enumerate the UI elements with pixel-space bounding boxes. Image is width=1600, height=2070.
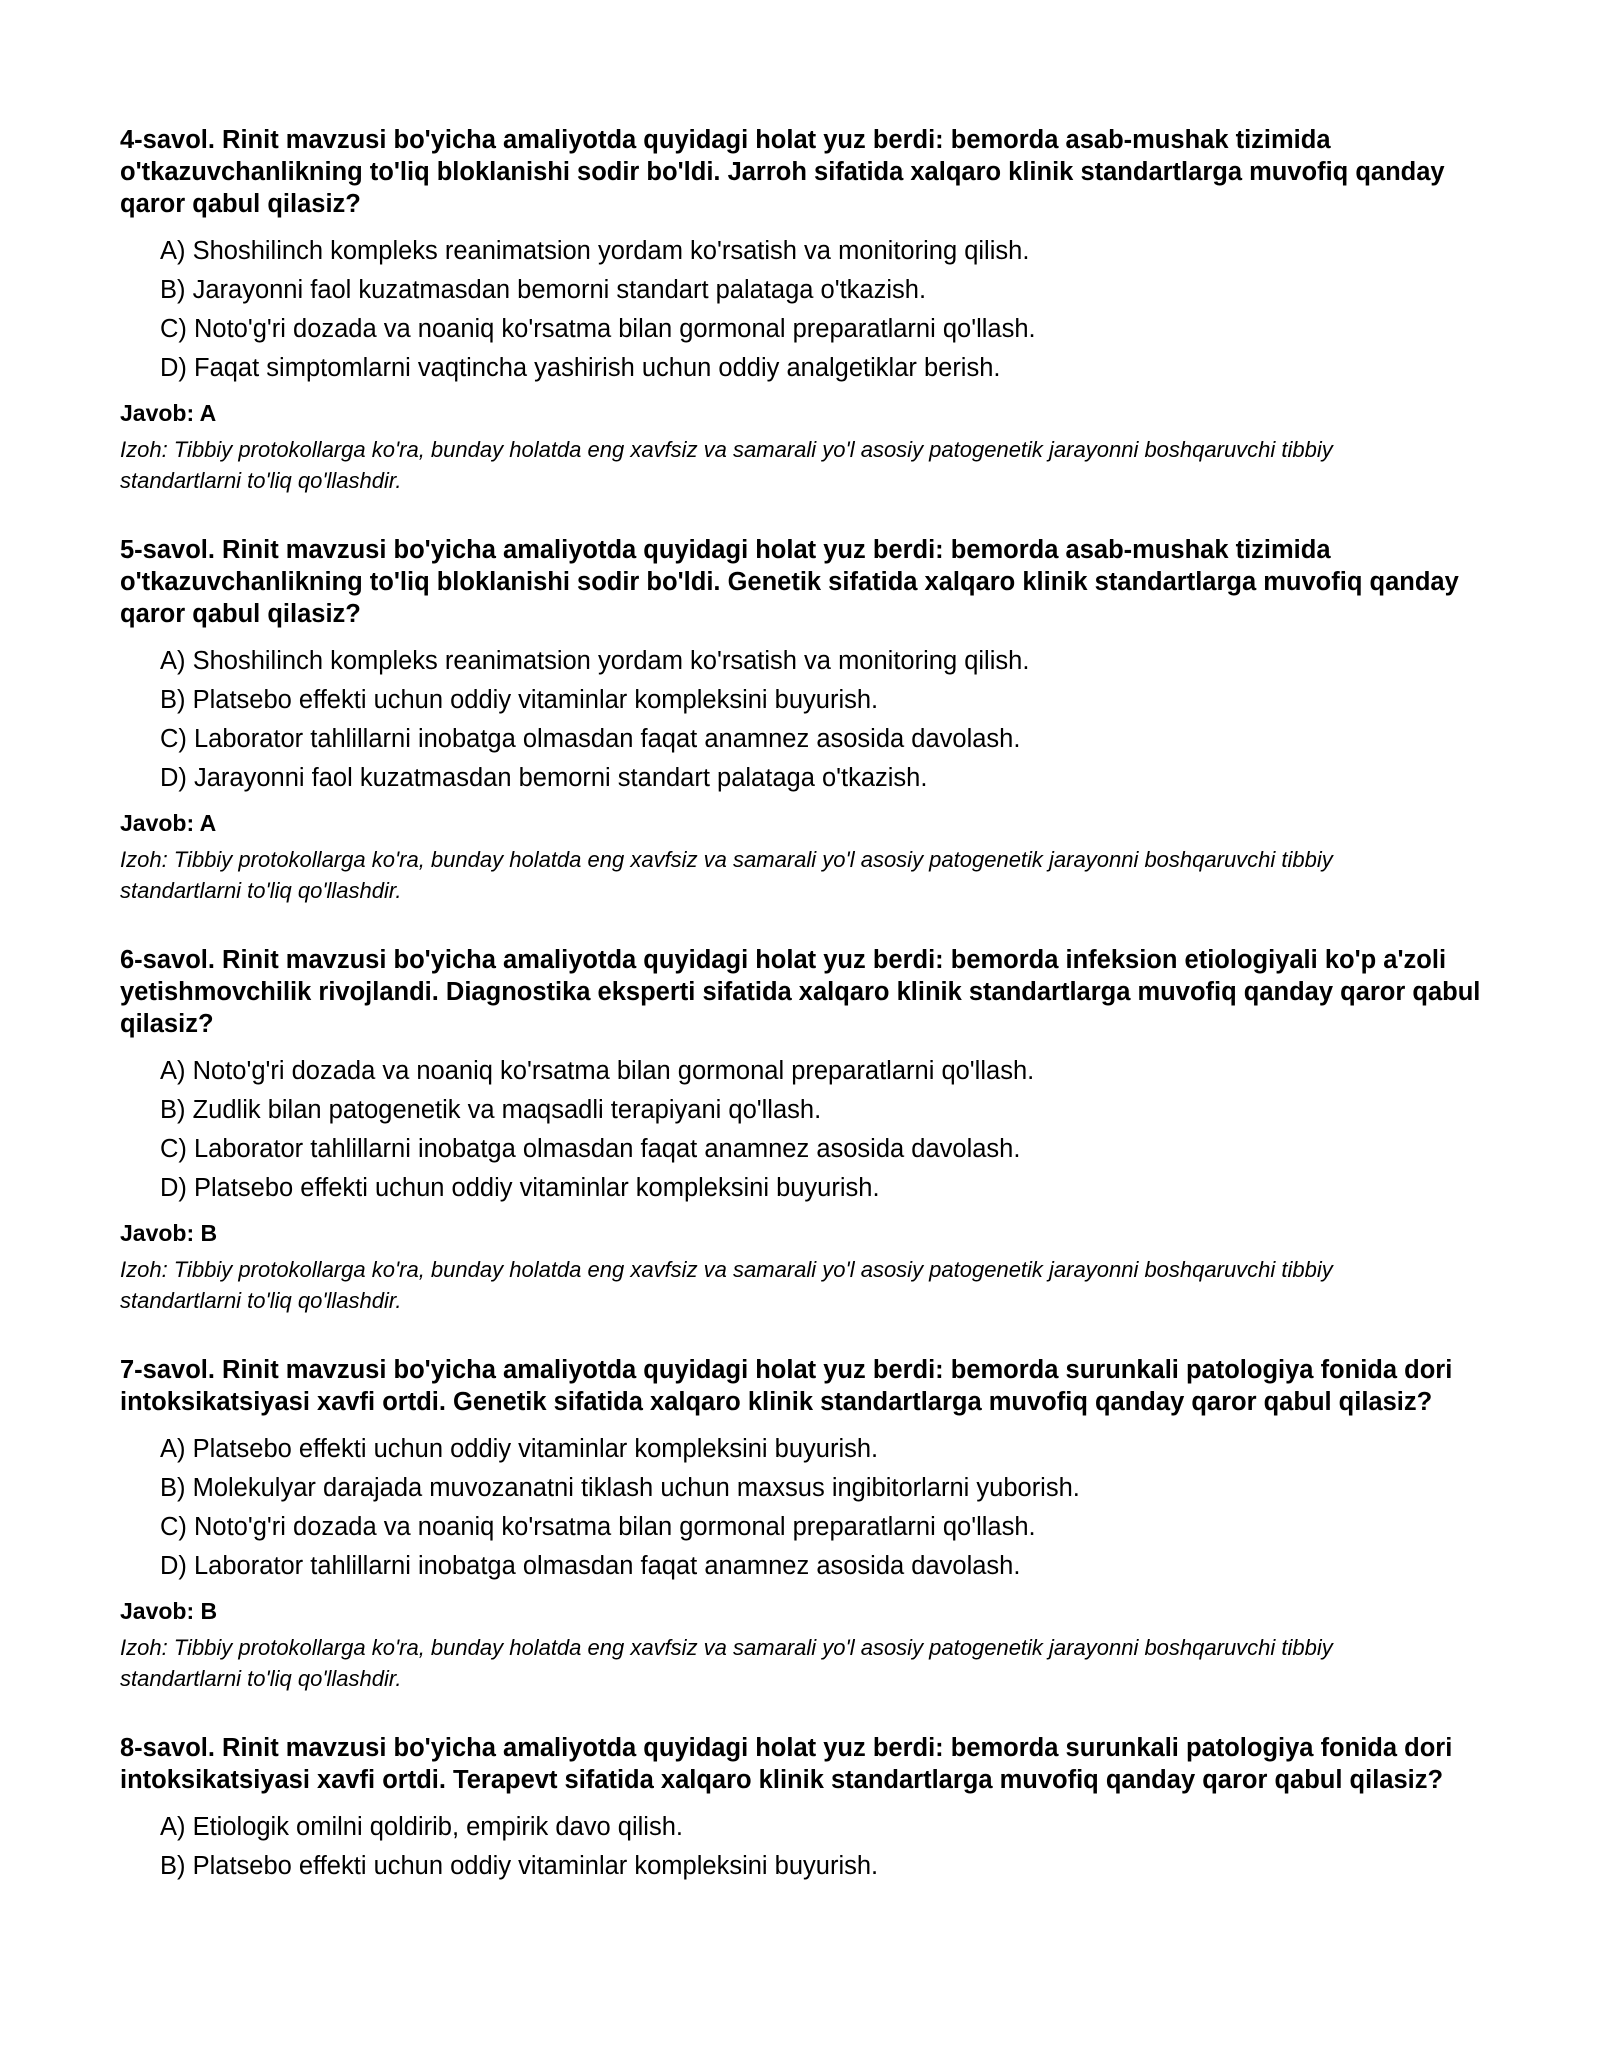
option-d: D) Jarayonni faol kuzatmasdan bemorni standart palataga o'tkazish. (160, 764, 928, 792)
answer-label: Javob: B (120, 1598, 218, 1624)
option-list (120, 1808, 1500, 1886)
option-b: B) Platsebo effekti uchun oddiy vitaminlar kompleksini buyurish. (160, 1852, 879, 1880)
question-block (120, 534, 1500, 906)
option-a: A) Noto'g'ri dozada va noaniq ko'rsatma bilan gormonal preparatlarni qo'llash. (160, 1057, 1035, 1085)
option-b: B) Molekulyar darajada muvozanatni tiklash uchun maxsus ingibitorlarni yuborish. (160, 1474, 1080, 1502)
option-a: A) Etiologik omilni qoldirib, empirik davo qilish. (160, 1813, 683, 1841)
explanation-note: Izoh: Tibbiy protokollarga ko'ra, bunday holatda eng xavfsiz va samarali yo'l asosiy patogenetik jarayonni boshqaruvchi tibbiy standartlarni to'liq qo'llashdir. (120, 847, 1333, 903)
question-title: 8-savol. Rinit mavzusi bo'yicha amaliyotda quyidagi holat yuz berdi: bemorda surunkali patologiya fonida dori intoksikatsiyasi xavfi ortdi. Terapevt sifatida xalqaro klinik standartlarga muvofiq qanday qaror qabul qilasiz? (120, 1734, 1453, 1794)
option-a: A) Shoshilinch kompleks reanimatsion yordam ko'rsatish va monitoring qilish. (160, 647, 1030, 675)
option-list (120, 642, 1500, 798)
answer-label: Javob: A (120, 400, 217, 426)
option-b: B) Jarayonni faol kuzatmasdan bemorni standart palataga o'tkazish. (160, 276, 927, 304)
question-block (120, 1732, 1500, 1886)
option-c: C) Noto'g'ri dozada va noaniq ko'rsatma bilan gormonal preparatlarni qo'llash. (160, 315, 1036, 343)
document-page (120, 124, 1500, 1924)
question-title: 4-savol. Rinit mavzusi bo'yicha amaliyotda quyidagi holat yuz berdi: bemorda asab-mushak tizimida o'tkazuvchanlikning to'liq bloklanishi sodir bo'ldi. Jarroh sifatida xalqaro klinik standartlarga muvofiq qanday qaror qabul qilasiz? (120, 126, 1445, 218)
option-d: D) Faqat simptomlarni vaqtincha yashirish uchun oddiy analgetiklar berish. (160, 354, 1001, 382)
option-c: C) Laborator tahlillarni inobatga olmasdan faqat anamnez asosida davolash. (160, 725, 1021, 753)
question-title: 7-savol. Rinit mavzusi bo'yicha amaliyotda quyidagi holat yuz berdi: bemorda surunkali patologiya fonida dori intoksikatsiyasi xavfi ortdi. Genetik sifatida xalqaro klinik standartlarga muvofiq qanday qaror qabul qilasiz? (120, 1356, 1453, 1416)
explanation-note: Izoh: Tibbiy protokollarga ko'ra, bunday holatda eng xavfsiz va samarali yo'l asosiy patogenetik jarayonni boshqaruvchi tibbiy standartlarni to'liq qo'llashdir. (120, 437, 1333, 493)
option-b: B) Platsebo effekti uchun oddiy vitaminlar kompleksini buyurish. (160, 686, 879, 714)
explanation-note: Izoh: Tibbiy protokollarga ko'ra, bunday holatda eng xavfsiz va samarali yo'l asosiy patogenetik jarayonni boshqaruvchi tibbiy standartlarni to'liq qo'llashdir. (120, 1257, 1333, 1313)
answer-label: Javob: B (120, 1220, 218, 1246)
option-list (120, 232, 1500, 388)
question-block (120, 944, 1500, 1316)
question-block (120, 1354, 1500, 1694)
question-title: 5-savol. Rinit mavzusi bo'yicha amaliyotda quyidagi holat yuz berdi: bemorda asab-mushak tizimida o'tkazuvchanlikning to'liq bloklanishi sodir bo'ldi. Genetik sifatida xalqaro klinik standartlarga muvofiq qanday qaror qabul qilasiz? (120, 536, 1459, 628)
option-d: D) Laborator tahlillarni inobatga olmasdan faqat anamnez asosida davolash. (160, 1552, 1021, 1580)
option-a: A) Shoshilinch kompleks reanimatsion yordam ko'rsatish va monitoring qilish. (160, 237, 1030, 265)
option-a: A) Platsebo effekti uchun oddiy vitaminlar kompleksini buyurish. (160, 1435, 879, 1463)
option-d: D) Platsebo effekti uchun oddiy vitaminlar kompleksini buyurish. (160, 1174, 880, 1202)
option-c: C) Noto'g'ri dozada va noaniq ko'rsatma bilan gormonal preparatlarni qo'llash. (160, 1513, 1036, 1541)
explanation-note: Izoh: Tibbiy protokollarga ko'ra, bunday holatda eng xavfsiz va samarali yo'l asosiy patogenetik jarayonni boshqaruvchi tibbiy standartlarni to'liq qo'llashdir. (120, 1635, 1333, 1691)
option-c: C) Laborator tahlillarni inobatga olmasdan faqat anamnez asosida davolash. (160, 1135, 1021, 1163)
question-title: 6-savol. Rinit mavzusi bo'yicha amaliyotda quyidagi holat yuz berdi: bemorda infeksion etiologiyali ko'p a'zoli yetishmovchilik rivojlandi. Diagnostika eksperti sifatida xalqaro klinik standartlarga muvofiq qanday qaror qabul qilasiz? (120, 946, 1481, 1038)
option-b: B) Zudlik bilan patogenetik va maqsadli terapiyani qo'llash. (160, 1096, 822, 1124)
option-list (120, 1430, 1500, 1586)
option-list (120, 1052, 1500, 1208)
answer-label: Javob: A (120, 810, 217, 836)
question-block (120, 124, 1500, 496)
